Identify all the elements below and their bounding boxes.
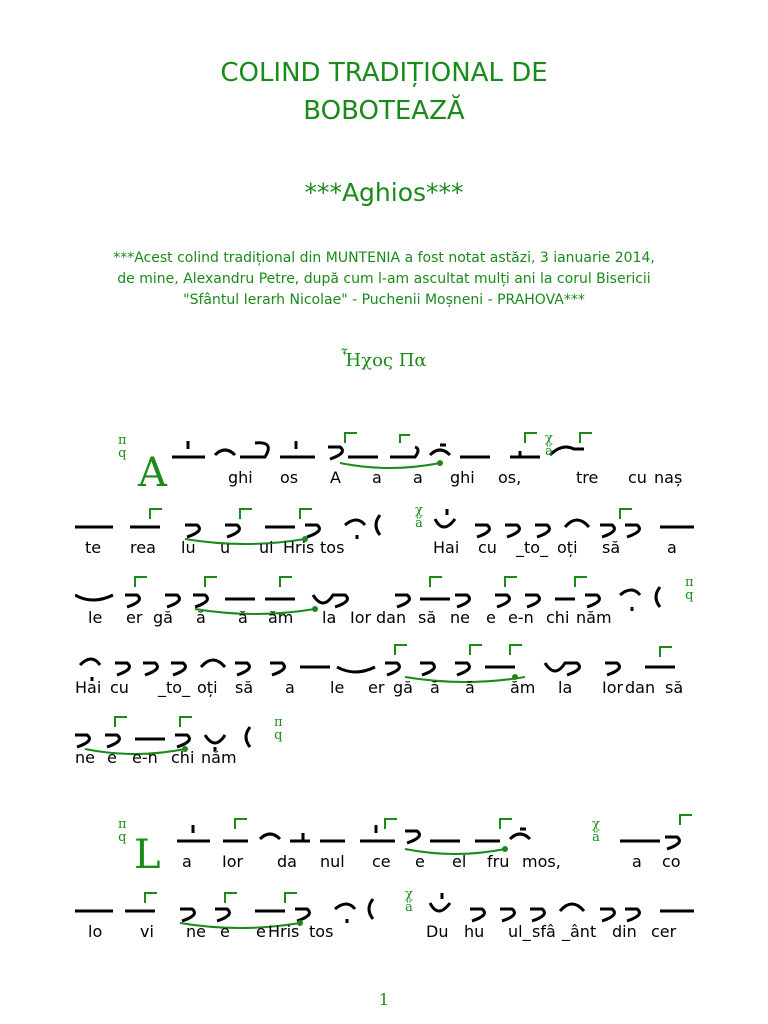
syllable: a	[413, 468, 423, 487]
syllable: ul_	[508, 922, 531, 941]
syllable: e	[256, 922, 266, 941]
syllable: ne	[75, 748, 95, 767]
syllable: să	[235, 678, 254, 697]
syllable: ce	[372, 852, 391, 871]
syllable: la	[558, 678, 573, 697]
syllable: Ior	[350, 608, 372, 627]
syllable: cer	[651, 922, 677, 941]
syllable: să	[665, 678, 684, 697]
syllable: cu	[628, 468, 647, 487]
echos-signature	[0, 350, 768, 371]
syllable: u	[220, 538, 231, 557]
syllable: a	[667, 538, 677, 557]
syllable: te	[85, 538, 102, 557]
syllable: lo	[88, 922, 103, 941]
syllable: ăm	[268, 608, 294, 627]
syllable: Ior	[602, 678, 624, 697]
syllable: chi	[171, 748, 195, 767]
martyria-start-2: π q	[118, 817, 127, 845]
martyria-1b: χ ä	[415, 503, 423, 531]
syllable: le	[88, 608, 103, 627]
syllable: nul	[320, 852, 345, 871]
syllable: chi	[546, 608, 570, 627]
syllable: e	[107, 748, 117, 767]
syllable: tos	[309, 922, 334, 941]
syllable: A	[330, 468, 341, 487]
syllable: să	[602, 538, 621, 557]
syllable: a	[372, 468, 382, 487]
syllable: _to_	[516, 538, 549, 557]
syllable: Hai	[433, 538, 460, 557]
martyria-start-1: π q	[118, 433, 127, 461]
note-line-1: ***Acest colind tradițional din MUNTENIA a fost notat astăzi, 3 ianuarie 2014,	[113, 250, 655, 266]
martyria-1d: π q	[274, 715, 283, 743]
syllable: er	[126, 608, 143, 627]
syllable: rea	[130, 538, 156, 557]
title-line-1: COLIND TRADIȚIONAL DE	[220, 58, 548, 88]
syllable: năm	[201, 748, 237, 767]
syllable: ne	[450, 608, 470, 627]
syllable: ă	[238, 608, 248, 627]
syllable: cu	[110, 678, 129, 697]
syllable: os,	[498, 468, 522, 487]
syllable: hu	[464, 922, 485, 941]
syllable: Hai	[75, 678, 102, 697]
syllable: ghi	[450, 468, 475, 487]
syllable: ui	[259, 538, 274, 557]
martyria-2b: χ ä	[405, 887, 413, 915]
martyria-1c: π q	[685, 575, 694, 603]
syllable: ăm	[510, 678, 536, 697]
syllable: vi	[140, 922, 154, 941]
syllable: er	[368, 678, 385, 697]
syllable: ă	[465, 678, 475, 697]
syllable: naș	[654, 468, 683, 487]
syllable: le	[330, 678, 345, 697]
syllable: _ânt	[562, 922, 597, 941]
syllable: e	[220, 922, 230, 941]
syllable: tre	[576, 468, 599, 487]
syllable: ă	[430, 678, 440, 697]
syllable: dan	[625, 678, 656, 697]
syllable: co	[662, 852, 681, 871]
martyria-1a: χ ä	[545, 431, 553, 459]
syllable: e-n	[132, 748, 158, 767]
syllable: Hris	[283, 538, 315, 557]
syllable: să	[418, 608, 437, 627]
neume-line-7	[75, 874, 695, 934]
dedication-note	[40, 248, 728, 311]
syllable: dan	[376, 608, 407, 627]
syllable: la	[322, 608, 337, 627]
syllable: Ior	[222, 852, 244, 871]
syllable: el	[452, 852, 467, 871]
syllable: ă	[196, 608, 206, 627]
martyria-2a: χ ä	[592, 817, 600, 845]
syllable: din	[612, 922, 637, 941]
syllable: fru	[487, 852, 510, 871]
syllable: ghi	[228, 468, 253, 487]
echos-label: Ἦχος	[341, 350, 393, 371]
title-line-2: BOBOTEAZĂ	[303, 96, 465, 126]
syllable: a	[285, 678, 295, 697]
syllable: a	[632, 852, 642, 871]
syllable: lu	[181, 538, 196, 557]
syllable: e	[486, 608, 496, 627]
syllable: a	[182, 852, 192, 871]
syllable: e	[415, 852, 425, 871]
syllable: gă	[393, 678, 413, 697]
syllable: da	[277, 852, 297, 871]
note-line-3: "Sfântul Ierarh Nicolae" - Puchenii Moșneni - PRAHOVA***	[183, 292, 585, 308]
syllable: cu	[478, 538, 497, 557]
syllable: năm	[576, 608, 612, 627]
syllable: e-n	[508, 608, 534, 627]
syllable: sfâ	[532, 922, 556, 941]
syllable: os	[280, 468, 299, 487]
syllable: _to_	[158, 678, 191, 697]
note-line-2: de mine, Alexandru Petre, după cum l-am ascultat mulți ani la corul Bisericii	[117, 271, 651, 287]
syllable: Du	[426, 922, 449, 941]
dropcap-1: A	[138, 450, 167, 496]
syllable: mos,	[522, 852, 561, 871]
neume-line-6	[175, 802, 705, 862]
subtitle: ***Aghios***	[304, 178, 464, 207]
syllable: gă	[153, 608, 173, 627]
syllable: oți	[557, 538, 578, 557]
syllable: ne	[186, 922, 206, 941]
syllable: tos	[320, 538, 345, 557]
echos-mark: Πα	[398, 350, 427, 371]
page-number: 1	[378, 990, 390, 1009]
syllable: oți	[197, 678, 218, 697]
syllable: Hris	[268, 922, 300, 941]
dropcap-2: L	[134, 832, 161, 878]
